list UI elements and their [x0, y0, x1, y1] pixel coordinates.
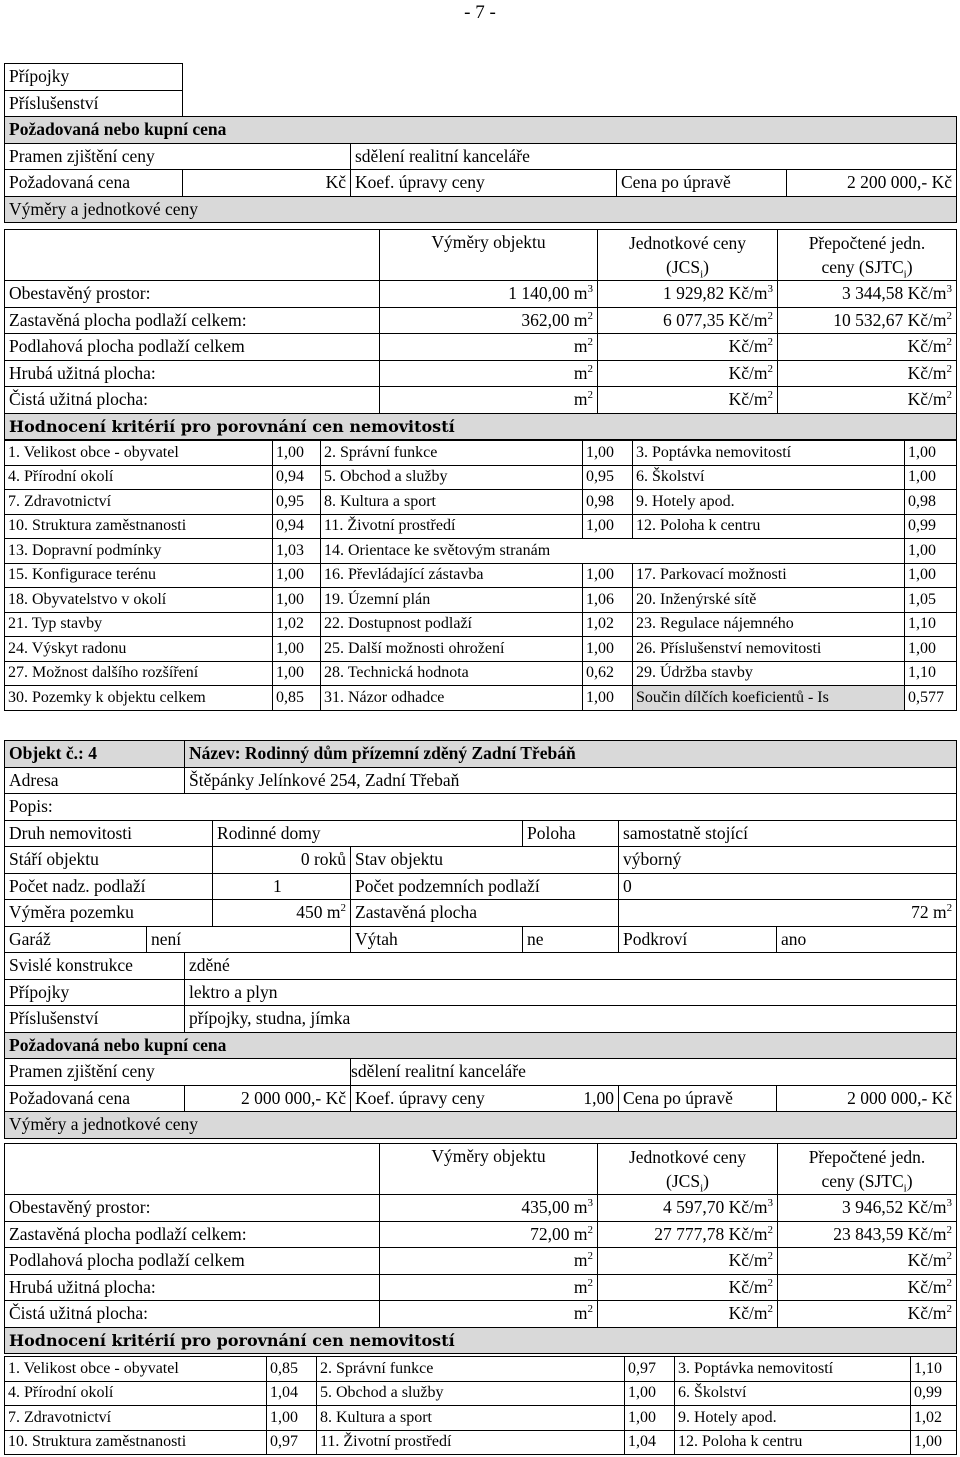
- measure-row: [5, 1195, 957, 1222]
- nazev: Název: Rodinný dům přízemní zděný Zadní Třebáň: [185, 741, 957, 768]
- criteria-row: [5, 563, 957, 588]
- pripojky4-label: Přípojky: [5, 979, 185, 1006]
- object4-info-table: [4, 740, 957, 1139]
- col-jednotkove: Jednotkové ceny $(JCS_i)$: [598, 230, 778, 281]
- stav-label: Stav objektu: [351, 847, 619, 874]
- criteria-label: 9. Hotely apod.: [675, 1406, 911, 1431]
- pramen-value: sdělení realitní kanceláře: [351, 143, 957, 170]
- criteria-label: 15. Konfigurace terénu: [5, 563, 273, 588]
- criteria-value: 1,02: [583, 612, 633, 637]
- col4-prepoctene: Přepočtené jedn. ceny $(SJTC_i)$: [778, 1144, 957, 1195]
- svisle: zděné: [185, 953, 957, 980]
- pozadovana-cena-header: Požadovaná nebo kupní cena: [5, 117, 957, 144]
- measure-row: [5, 360, 957, 387]
- criteria-value: 0,94: [273, 465, 321, 490]
- criteria-value: 0,99: [905, 514, 957, 539]
- measure-label: Obestavěný prostor:: [5, 281, 380, 308]
- criteria-row: [5, 1406, 957, 1431]
- measure-value: 27 777,78 $Kč/m^2$: [598, 1221, 778, 1248]
- pripojky4: lektro a plyn: [185, 979, 957, 1006]
- measure-label: Podlahová plocha podlaží celkem: [5, 1248, 380, 1275]
- measure-value: 4 597,70 $Kč/m^3$: [598, 1195, 778, 1222]
- criteria-row-13: 13. Dopravní podmínky 1,03 14. Orientace ke světovým stranám 1,00: [5, 539, 957, 564]
- criteria-value: 0,85: [267, 1357, 317, 1382]
- criteria-label: 20. Inženýrské sítě: [633, 588, 905, 613]
- criteria-label: 21. Typ stavby: [5, 612, 273, 637]
- criteria-row: [5, 1381, 957, 1406]
- measure-label: Obestavěný prostor:: [5, 1195, 380, 1222]
- criteria-label: 6. Školství: [675, 1381, 911, 1406]
- measure-value: $m^2$: [380, 387, 598, 414]
- pramen4-label: Pramen zjištění ceny: [5, 1059, 351, 1086]
- prislusenstvi4-label: Příslušenství: [5, 1006, 185, 1033]
- po-uprave-label: Cena po úpravě: [617, 170, 787, 197]
- col4-vymery: Výměry objektu: [380, 1144, 598, 1195]
- criteria-value: 1,00: [583, 563, 633, 588]
- vytah-label: Výtah: [351, 926, 523, 953]
- measure-value: 1 140,00 $m^3$: [380, 281, 598, 308]
- criteria-label: 4. Přírodní okolí: [5, 465, 273, 490]
- criteria-value: 1,00: [273, 563, 321, 588]
- criteria-label: 27. Možnost dalšího rozšíření: [5, 661, 273, 686]
- measure-value: $m^2$: [380, 1274, 598, 1301]
- criteria-value: 1,00: [625, 1381, 675, 1406]
- criteria-value: 1,00: [583, 441, 633, 466]
- page-number: - 7 -: [464, 2, 496, 23]
- criteria-value: 1,10: [911, 1357, 957, 1382]
- object3-criteria-table: [4, 440, 957, 711]
- measure-value: $Kč/m^2$: [598, 387, 778, 414]
- podz-label: Počet podzemních podlaží: [351, 873, 619, 900]
- object3-info-table: [4, 63, 957, 223]
- measure-label: Čistá užitná plocha:: [5, 1301, 380, 1328]
- stav: výborný: [619, 847, 957, 874]
- criteria-row: [5, 661, 957, 686]
- measure-value: $m^2$: [380, 360, 598, 387]
- criteria-value: 1,00: [273, 661, 321, 686]
- criteria-value: 1,00: [583, 514, 633, 539]
- criteria-label: 17. Parkovací možnosti: [633, 563, 905, 588]
- pozadovana4-header: Požadovaná nebo kupní cena: [5, 1032, 957, 1059]
- measure-value: $Kč/m^2$: [598, 1274, 778, 1301]
- measure-value: $Kč/m^2$: [778, 334, 957, 361]
- criteria-label: 23. Regulace nájemného: [633, 612, 905, 637]
- popis-label: Popis:: [5, 794, 957, 821]
- stari-label: Stáří objektu: [5, 847, 213, 874]
- cena4-label: Požadovaná cena: [5, 1085, 185, 1112]
- measure-row: [5, 1301, 957, 1328]
- criteria-label: 3. Poptávka nemovitostí: [675, 1357, 911, 1382]
- criteria-label: 11. Životní prostředí: [317, 1430, 625, 1455]
- criteria-value: 1,00: [625, 1406, 675, 1431]
- col4-jednotkove: Jednotkové ceny $(JCS_i)$: [598, 1144, 778, 1195]
- criteria-value: 1,00: [905, 465, 957, 490]
- cena4-value: 2 000 000,- Kč: [185, 1085, 351, 1112]
- criteria-value: 1,05: [905, 588, 957, 613]
- measure-value: $m^2$: [380, 1248, 598, 1275]
- measure-row: [5, 1274, 957, 1301]
- measure-label: Zastavěná plocha podlaží celkem:: [5, 307, 380, 334]
- criteria-label: 8. Kultura a sport: [321, 490, 583, 515]
- measure-row: [5, 387, 957, 414]
- criteria-label: 22. Dostupnost podlaží: [321, 612, 583, 637]
- measure-value: 6 077,35 $Kč/m^2$: [598, 307, 778, 334]
- measure-row: [5, 1221, 957, 1248]
- criteria-label: 11. Životní prostředí: [321, 514, 583, 539]
- zast-label: Zastavěná plocha: [351, 900, 619, 927]
- criteria-label: 19. Územní plán: [321, 588, 583, 613]
- criteria-value: 1,02: [911, 1406, 957, 1431]
- garaz: není: [147, 926, 351, 953]
- criteria-value: 1,02: [273, 612, 321, 637]
- criteria-value: 1,00: [273, 441, 321, 466]
- criteria-label: 28. Technická hodnota: [321, 661, 583, 686]
- criteria-label: 9. Hotely apod.: [633, 490, 905, 515]
- measure-value: $Kč/m^2$: [598, 334, 778, 361]
- criteria-label: 25. Další možnosti ohrožení: [321, 637, 583, 662]
- svisle-label: Svislé konstrukce: [5, 953, 185, 980]
- measure-value: 72,00 $m^2$: [380, 1221, 598, 1248]
- criteria-value: 0,98: [583, 490, 633, 515]
- measure-value: 1 929,82 $Kč/m^3$: [598, 281, 778, 308]
- criteria-value: 0,97: [625, 1357, 675, 1382]
- criteria-label: 26. Příslušenství nemovitosti: [633, 637, 905, 662]
- criteria-label: 3. Poptávka nemovitostí: [633, 441, 905, 466]
- criteria-value: 1,04: [625, 1430, 675, 1455]
- criteria-row: [5, 588, 957, 613]
- criteria-value: 1,00: [273, 588, 321, 613]
- druh-label: Druh nemovitosti: [5, 820, 213, 847]
- criteria-label: 29. Údržba stavby: [633, 661, 905, 686]
- vymery-header: Výměry a jednotkové ceny: [5, 196, 957, 223]
- measure-row: [5, 281, 957, 308]
- measure-value: 3 946,52 $Kč/m^3$: [778, 1195, 957, 1222]
- criteria-value: 0,98: [905, 490, 957, 515]
- col-vymery: Výměry objektu: [380, 230, 598, 281]
- criteria-value: 0,95: [273, 490, 321, 515]
- object3-measures-table: [4, 229, 957, 440]
- measure-value: $Kč/m^2$: [778, 360, 957, 387]
- criteria-header: Hodnocení kritérií pro porovnání cen nemovitostí: [5, 413, 957, 440]
- cena-label: Požadovaná cena: [5, 170, 183, 197]
- measure-label: Hrubá užitná plocha:: [5, 1274, 380, 1301]
- stari: 0 roků: [213, 847, 351, 874]
- criteria-label: 12. Poloha k centru: [633, 514, 905, 539]
- criteria-label: 2. Správní funkce: [317, 1357, 625, 1382]
- col-prepoctene: Přepočtené jedn. ceny $(SJTC_i)$: [778, 230, 957, 281]
- criteria-value: 1,00: [905, 637, 957, 662]
- koef4-label: Koef. úpravy ceny 1,00: [351, 1085, 619, 1112]
- criteria-value: 0,97: [267, 1430, 317, 1455]
- measure-value: $Kč/m^2$: [778, 387, 957, 414]
- podz: 0: [619, 873, 957, 900]
- criteria-value: 1,10: [905, 612, 957, 637]
- criteria-label: 8. Kultura a sport: [317, 1406, 625, 1431]
- criteria-label: 24. Výskyt radonu: [5, 637, 273, 662]
- pripojky-label: Přípojky: [5, 64, 183, 91]
- measure-value: $Kč/m^2$: [598, 1301, 778, 1328]
- criteria-row: [5, 1357, 957, 1382]
- criteria-label: 10. Struktura zaměstnanosti: [5, 514, 273, 539]
- nadz-label: Počet nadz. podlaží: [5, 873, 213, 900]
- criteria-label: 7. Zdravotnictví: [5, 490, 273, 515]
- object4-criteria-table: [4, 1356, 957, 1455]
- garaz-label: Garáž: [5, 926, 147, 953]
- measure-value: $Kč/m^2$: [778, 1274, 957, 1301]
- criteria-value: 1,00: [905, 441, 957, 466]
- vymery4-header: Výměry a jednotkové ceny: [5, 1112, 957, 1139]
- measure-value: 10 532,67 $Kč/m^2$: [778, 307, 957, 334]
- criteria-label: 16. Převládající zástavba: [321, 563, 583, 588]
- vytah: ne: [523, 926, 619, 953]
- vymera: 450 $m^2$: [213, 900, 351, 927]
- criteria-value: 1,00: [267, 1406, 317, 1431]
- measure-value: $Kč/m^2$: [598, 360, 778, 387]
- measure-value: $Kč/m^2$: [778, 1301, 957, 1328]
- measure-value: $m^2$: [380, 334, 598, 361]
- measure-label: Zastavěná plocha podlaží celkem:: [5, 1221, 380, 1248]
- criteria4-header: Hodnocení kritérií pro porovnání cen nemovitostí: [5, 1327, 957, 1354]
- adresa: Štěpánky Jelínkové 254, Zadní Třebaň: [185, 767, 957, 794]
- criteria-value: 0,94: [273, 514, 321, 539]
- prislusenstvi-label: Příslušenství: [5, 90, 183, 117]
- criteria-label: 12. Poloha k centru: [675, 1430, 911, 1455]
- criteria-row: [5, 612, 957, 637]
- criteria-label: 1. Velikost obce - obyvatel: [5, 1357, 267, 1382]
- measure-label: Čistá užitná plocha:: [5, 387, 380, 414]
- measure-row: [5, 1248, 957, 1275]
- criteria-row: [5, 490, 957, 515]
- measure-label: Hrubá užitná plocha:: [5, 360, 380, 387]
- criteria-value: 0,99: [911, 1381, 957, 1406]
- criteria-value: 1,00: [911, 1430, 957, 1455]
- adresa-label: Adresa: [5, 767, 185, 794]
- criteria-row: [5, 465, 957, 490]
- criteria-value: 1,00: [273, 637, 321, 662]
- criteria-value: 1,00: [583, 637, 633, 662]
- criteria-row: [5, 1430, 957, 1455]
- criteria-label: 6. Školství: [633, 465, 905, 490]
- criteria-value: 0,62: [583, 661, 633, 686]
- measure-row: [5, 334, 957, 361]
- criteria-label: 2. Správní funkce: [321, 441, 583, 466]
- criteria-label: 7. Zdravotnictví: [5, 1406, 267, 1431]
- criteria-label: 4. Přírodní okolí: [5, 1381, 267, 1406]
- measure-value: 362,00 $m^2$: [380, 307, 598, 334]
- prislusenstvi4: přípojky, studna, jímka: [185, 1006, 957, 1033]
- pramen-label: Pramen zjištění ceny: [5, 143, 351, 170]
- measure-row: [5, 307, 957, 334]
- zast: 72 $m^2$: [619, 900, 957, 927]
- criteria-label: 18. Obyvatelstvo v okolí: [5, 588, 273, 613]
- po-uprave4-value: 2 000 000,- Kč: [777, 1085, 957, 1112]
- criteria-label: 5. Obchod a služby: [317, 1381, 625, 1406]
- object4-measures-table: [4, 1143, 957, 1354]
- po-uprave-value: 2 200 000,- Kč: [787, 170, 957, 197]
- measure-value: 23 843,59 $Kč/m^2$: [778, 1221, 957, 1248]
- measure-value: $Kč/m^2$: [598, 1248, 778, 1275]
- criteria-label: 10. Struktura zaměstnanosti: [5, 1430, 267, 1455]
- podkrovi-label: Podkroví: [619, 926, 777, 953]
- pramen4-value: sdělení realitní kanceláře: [347, 1059, 953, 1086]
- criteria-row: [5, 441, 957, 466]
- criteria-value: 1,00: [905, 563, 957, 588]
- criteria-row: [5, 514, 957, 539]
- criteria-row: [5, 637, 957, 662]
- druh: Rodinné domy: [213, 820, 523, 847]
- cena-value: Kč: [183, 170, 351, 197]
- measure-label: Podlahová plocha podlaží celkem: [5, 334, 380, 361]
- podkrovi: ano: [777, 926, 957, 953]
- measure-value: $Kč/m^2$: [778, 1248, 957, 1275]
- vymera-label: Výměra pozemku: [5, 900, 213, 927]
- measure-value: 435,00 $m^3$: [380, 1195, 598, 1222]
- criteria-value: 1,04: [267, 1381, 317, 1406]
- measure-value: $m^2$: [380, 1301, 598, 1328]
- criteria-value: 1,10: [905, 661, 957, 686]
- criteria-row-last: 30. Pozemky k objektu celkem 0,85 31. Názor odhadce 1,00 Součin dílčích koeficientů - Is 0,577: [5, 686, 957, 711]
- criteria-value: 1,06: [583, 588, 633, 613]
- criteria-label: 1. Velikost obce - obyvatel: [5, 441, 273, 466]
- po-uprave4-label: Cena po úpravě: [619, 1085, 777, 1112]
- objekt-label: Objekt č.: 4: [5, 741, 185, 768]
- criteria-label: 5. Obchod a služby: [321, 465, 583, 490]
- criteria-value: 0,95: [583, 465, 633, 490]
- poloha: samostatně stojící: [619, 820, 957, 847]
- koef-label: Koef. úpravy ceny: [351, 170, 617, 197]
- poloha-label: Poloha: [523, 820, 619, 847]
- nadz: 1: [213, 873, 351, 900]
- measure-value: 3 344,58 $Kč/m^3$: [778, 281, 957, 308]
